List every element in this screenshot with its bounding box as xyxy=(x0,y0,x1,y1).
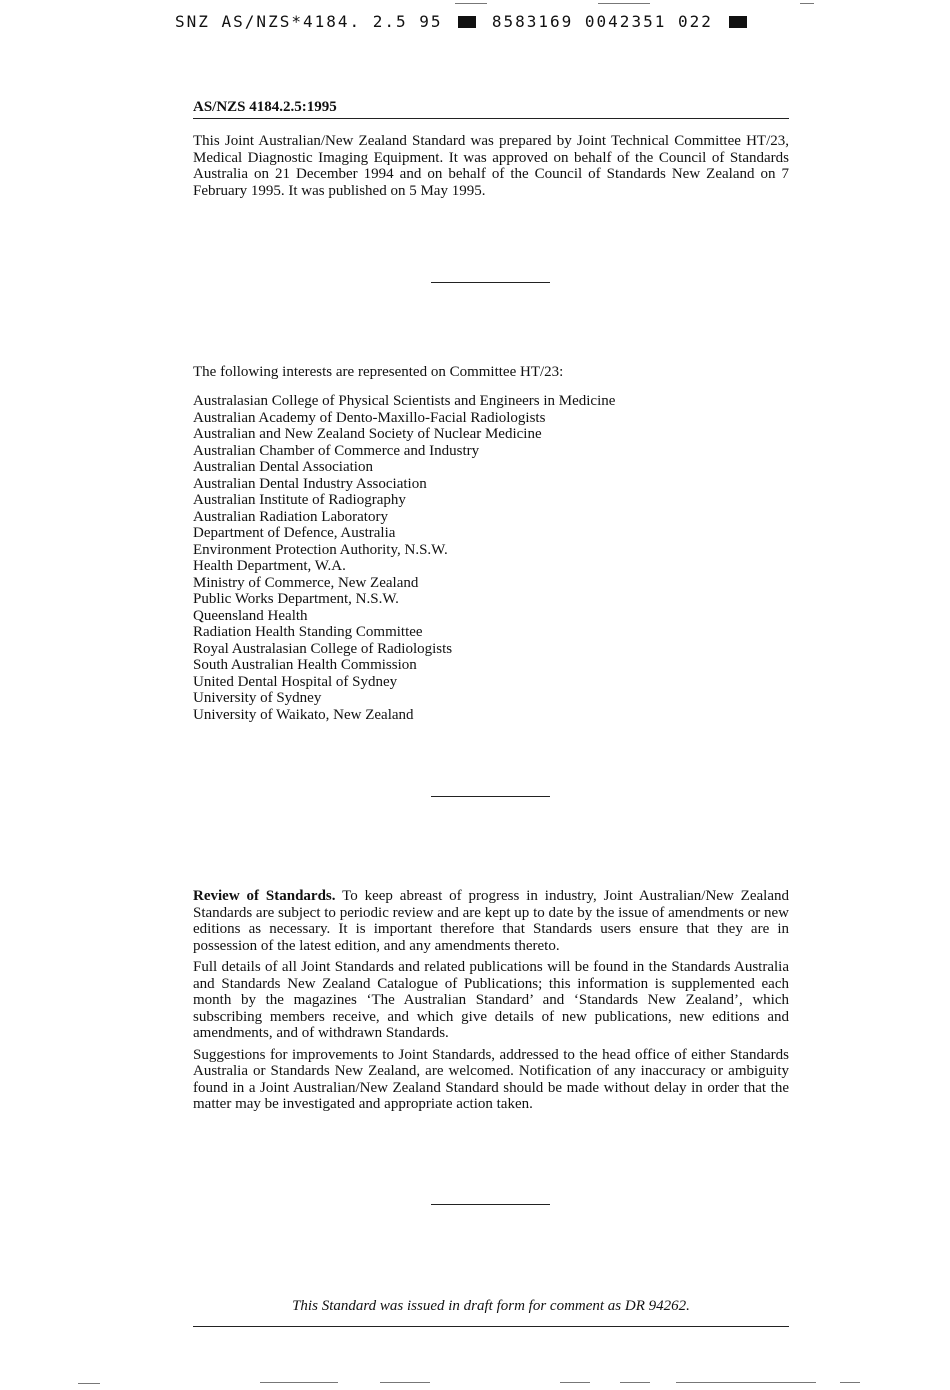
scan-speck xyxy=(840,1382,860,1383)
scan-speck xyxy=(260,1382,338,1383)
draft-note: This Standard was issued in draft form for comment as DR 94262. xyxy=(292,1298,690,1314)
interests-heading: The following interests are represented on Committee HT/23: xyxy=(193,364,564,380)
list-item: Australian Institute of Radiography xyxy=(193,492,406,508)
scan-speck xyxy=(676,1382,816,1383)
scan-speck xyxy=(598,3,650,4)
scan-speck xyxy=(78,1383,100,1384)
list-item: Royal Australasian College of Radiologists xyxy=(193,640,453,657)
list-item: Australian Radiation Laboratory xyxy=(193,508,388,525)
list-item: Australasian College of Physical Scientists and Engineers in Medicine xyxy=(193,393,616,409)
section-divider xyxy=(431,1204,550,1205)
scan-speck xyxy=(800,3,814,4)
list-item: Health Department, W.A. xyxy=(193,558,346,574)
barcode-block-mark xyxy=(458,16,476,28)
interests-list xyxy=(193,393,615,723)
standard-number: AS/NZS 4184.2.5:1995 xyxy=(193,99,337,115)
scan-speck xyxy=(455,3,487,4)
barcode-block-mark xyxy=(729,16,747,28)
header-code-part2: 8583169 0042351 022 xyxy=(491,12,713,31)
review-paragraph-3: Suggestions for improvements to Joint Standards, addressed to the head office of either Standards Australia or Standards New Zealand, are welcomed. Notification of any inaccuracy or ambiguity found in a Joint Australian/New Zealand Standard should be made without delay in order that the matter may be investigated and appropriate action taken. xyxy=(193,1046,789,1112)
list-item: Australian Dental Industry Association xyxy=(193,475,427,492)
list-item: Ministry of Commerce, New Zealand xyxy=(193,574,419,591)
review-heading: Review of Standards. xyxy=(193,888,336,904)
section-divider xyxy=(431,796,550,797)
intro-paragraph: This Joint Australian/New Zealand Standard was prepared by Joint Technical Committee HT/23, Medical Diagnostic Imaging Equipment. It was approved on behalf of the Council of Standards Australia on 21 December 1994 and on behalf of the Council of Standards New Zealand on 7 February 1995. It was published on 5 May 1995. xyxy=(193,133,789,199)
list-item: Public Works Department, N.S.W. xyxy=(193,591,399,607)
scan-speck xyxy=(560,1382,590,1383)
list-item: Radiation Health Standing Committee xyxy=(193,624,423,640)
scan-speck xyxy=(620,1382,650,1383)
list-item: Australian and New Zealand Society of Nuclear Medicine xyxy=(193,426,542,442)
list-item: Department of Defence, Australia xyxy=(193,525,396,541)
list-item: University of Waikato, New Zealand xyxy=(193,706,414,723)
heading-rule xyxy=(193,118,789,119)
review-paragraph-1: Review of Standards. To keep abreast of progress in industry, Joint Australian/New Zealand Standards are subject to periodic review and are kept up to date by the issue of amendments or new editions as necessary. It is important therefore that Standards users ensure that they are in possession of the latest edition, and any amendments thereto. xyxy=(193,888,789,954)
section-divider xyxy=(431,282,550,283)
list-item: Australian Dental Association xyxy=(193,459,373,475)
list-item: United Dental Hospital of Sydney xyxy=(193,673,398,690)
scan-speck xyxy=(380,1382,430,1383)
list-item: Environment Protection Authority, N.S.W. xyxy=(193,541,448,558)
list-item: Australian Chamber of Commerce and Industry xyxy=(193,442,480,459)
list-item: Queensland Health xyxy=(193,607,308,624)
list-item: University of Sydney xyxy=(193,690,322,706)
review-paragraph-2: Full details of all Joint Standards and related publications will be found in the Standards Australia and Standards New Zealand Catalogue of Publications; this information is supplemented each month by the magazines ‘The Australian Standard’ and ‘Standards New Zealand’, which subscribing members receive, and which give details of new publications, new editions and amendments, and of withdrawn Standards. xyxy=(193,959,789,1041)
header-code-line xyxy=(175,12,751,31)
footer-rule xyxy=(193,1326,789,1327)
header-code-part1: SNZ AS/NZS*4184. 2.5 95 xyxy=(175,12,443,31)
review-section xyxy=(193,888,789,1118)
list-item: Australian Academy of Dento-Maxillo-Facial Radiologists xyxy=(193,409,546,426)
list-item: South Australian Health Commission xyxy=(193,657,417,673)
